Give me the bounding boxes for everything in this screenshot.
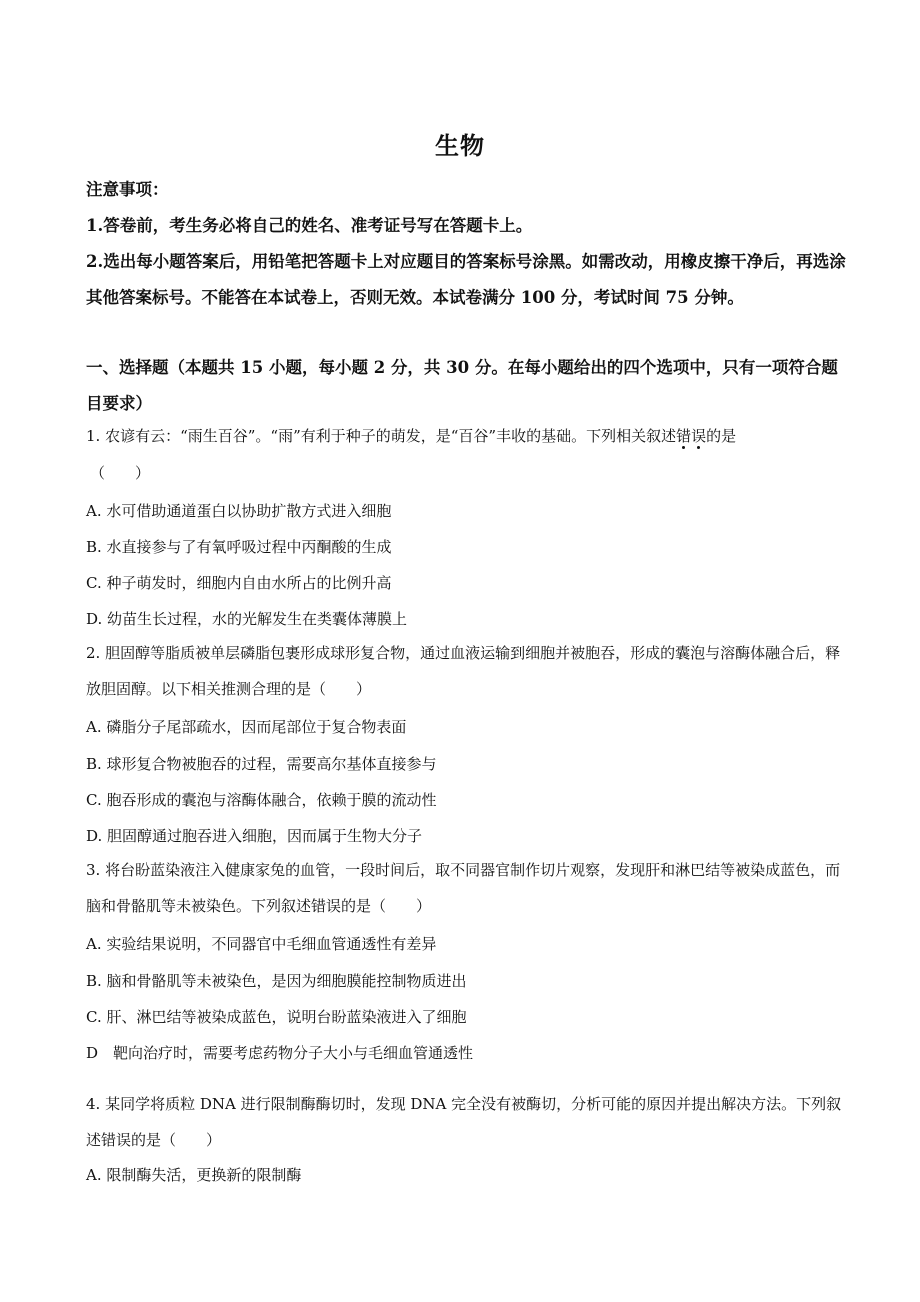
question-1-option-a: A. 水可借助通道蛋白以协助扩散方式进入细胞	[86, 502, 392, 520]
question-2-option-c: C. 胞吞形成的囊泡与溶酶体融合，依赖于膜的流动性	[86, 791, 437, 809]
page-title: 生物	[435, 131, 485, 160]
question-1-option-b: B. 水直接参与了有氧呼吸过程中丙酮酸的生成	[86, 538, 392, 556]
question-1-option-c: C. 种子萌发时，细胞内自由水所占的比例升高	[86, 574, 392, 592]
question-3-option-a: A. 实验结果说明，不同器官中毛细血管通透性有差异	[86, 935, 437, 953]
question-2-option-b: B. 球形复合物被胞吞的过程，需要高尔基体直接参与	[86, 755, 437, 773]
question-3-option-c: C. 肝、淋巴结等被染成蓝色，说明台盼蓝染液进入了细胞	[86, 1008, 467, 1026]
notice-item-2: 2.选出每小题答案后，用铅笔把答题卡上对应题目的答案标号涂黑。如需改动，用橡皮擦干净后，再选涂其他答案标号。不能答在本试卷上，否则无效。本试卷满分 100 分，考试时间 75 分钟。	[86, 252, 846, 307]
question-4-option-a: A. 限制酶失活，更换新的限制酶	[86, 1166, 302, 1184]
question-3-stem: 3. 将台盼蓝染液注入健康家兔的血管，一段时间后，取不同器官制作切片观察，发现肝和淋巴结等被染成蓝色，而脑和骨骼肌等未被染色。下列叙述错误的是（ ）	[86, 861, 841, 915]
notice-heading: 注意事项：	[86, 180, 169, 199]
question-1-answer-blank: （ ）	[90, 464, 151, 482]
question-1-option-d: D. 幼苗生长过程，水的光解发生在类囊体薄膜上	[86, 610, 408, 628]
question-1-stem: 1. 农谚有云：“雨生百谷”。“雨”有利于种子的萌发，是“百谷”丰收的基础。下列相关叙述错误的是	[86, 427, 737, 445]
question-3-option-d: D 靶向治疗时，需要考虑药物分子大小与毛细血管通透性	[86, 1044, 474, 1062]
question-2-option-d: D. 胆固醇通过胞吞进入细胞，因而属于生物大分子	[86, 827, 423, 845]
question-2-stem: 2. 胆固醇等脂质被单层磷脂包裹形成球形复合物，通过血液运输到细胞并被胞吞，形成的囊泡与溶酶体融合后，释放胆固醇。以下相关推测合理的是（ ）	[86, 644, 841, 698]
question-2-option-a: A. 磷脂分子尾部疏水，因而尾部位于复合物表面	[86, 718, 407, 736]
question-4-stem: 4. 某同学将质粒 DNA 进行限制酶酶切时，发现 DNA 完全没有被酶切，分析可能的原因并提出解决方法。下列叙述错误的是（ ）	[86, 1095, 842, 1149]
question-3-option-b: B. 脑和骨骼肌等未被染色，是因为细胞膜能控制物质进出	[86, 972, 467, 990]
section-heading: 一、选择题（本题共 15 小题，每小题 2 分，共 30 分。在每小题给出的四个选项中，只有一项符合题目要求）	[86, 358, 838, 413]
notice-item-1: 1.答卷前，考生务必将自己的姓名、准考证号写在答题卡上。	[86, 216, 533, 235]
